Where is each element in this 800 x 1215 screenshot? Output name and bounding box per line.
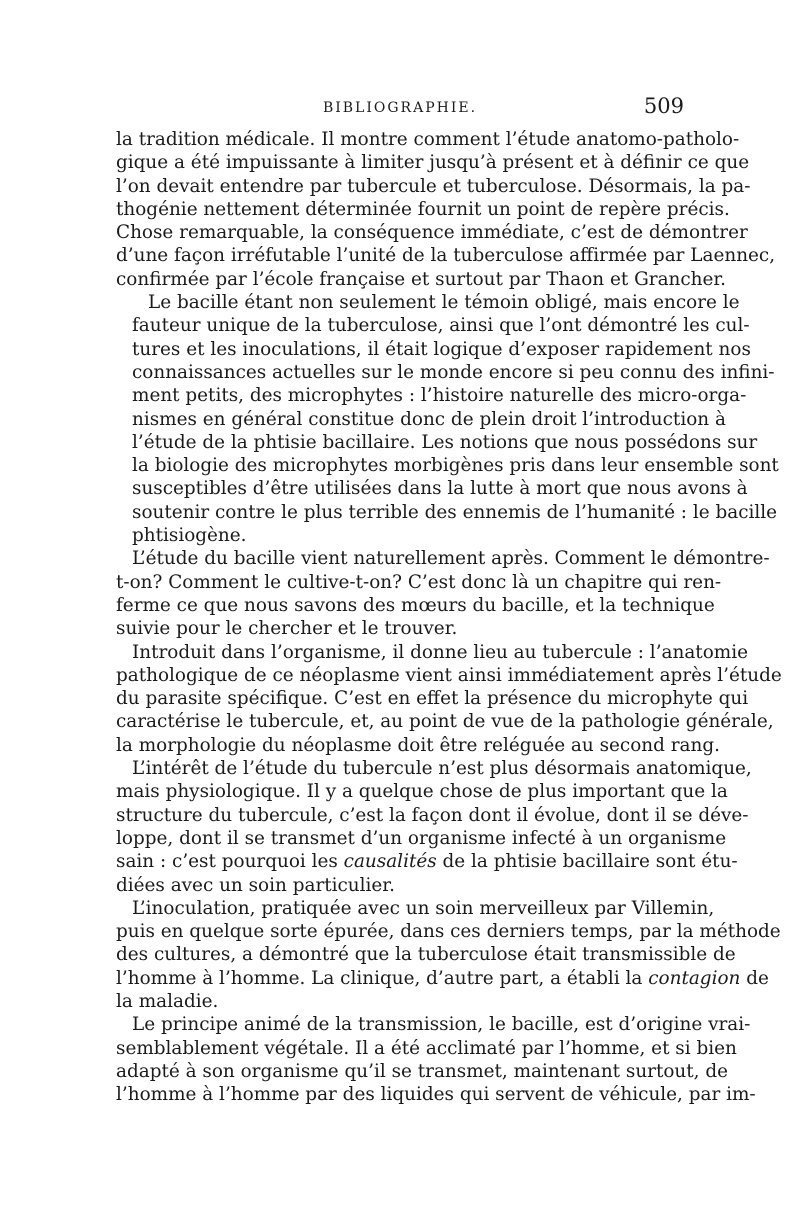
text-run: de la phtisie bacillaire sont étu- — [436, 851, 738, 873]
paragraph-2 — [116, 291, 779, 547]
paragraph-1 — [116, 128, 776, 291]
text-line: structure du tubercule, c’est la façon dont il évolue, dont il se déve- — [116, 804, 749, 826]
text-line — [116, 967, 769, 990]
text-line: soutenir contre le plus terrible des ennemis de l’humanité : le bacille — [132, 501, 778, 523]
text-line: Le principe animé de la transmission, le bacille, est d’origine vrai- — [132, 1014, 751, 1036]
text-line: t-on? Comment le cultive-t-on? C’est donc là un chapitre qui ren- — [116, 571, 722, 593]
text-line: Le bacille étant non seulement le témoin obligé, mais encore le — [148, 292, 740, 314]
text-line: des cultures, a démontré que la tuberculose était transmissible de — [116, 944, 736, 966]
text-line: connaissances actuelles sur le monde encore si peu connu des infini- — [132, 361, 775, 383]
page-number: 509 — [643, 94, 684, 118]
text-line: phtisiogène. — [132, 525, 247, 547]
text-run: sain : c’est pourquoi les — [116, 851, 344, 873]
text-line: ferme ce que nous savons des mœurs du bacille, et la technique — [116, 594, 715, 616]
paragraph-5 — [116, 757, 752, 897]
text-run: l’homme à l’homme. La clinique, d’autre part, a établi la — [116, 967, 649, 989]
text-line: puis en quelque sorte épurée, dans ces derniers temps, par la méthode — [116, 921, 781, 943]
text-line: diées avec un soin particulier. — [116, 874, 395, 896]
text-line: du parasite spécifique. C’est en effet la présence du microphyte qui — [116, 688, 749, 710]
text-line: l’on devait entendre par tubercule et tuberculose. Désormais, la pa- — [116, 175, 751, 197]
text-line: la maladie. — [116, 990, 219, 1012]
paragraph-7 — [116, 1013, 756, 1106]
text-line: thogénie nettement déterminée fournit un point de repère précis. — [116, 198, 730, 220]
text-line: fauteur unique de la tuberculose, ainsi que l’ont démontré les cul- — [132, 315, 750, 337]
text-line: tures et les inoculations, il était logique d’exposer rapidement nos — [132, 338, 751, 360]
body-text — [116, 128, 782, 1106]
text-line: gique a été impuissante à limiter jusqu’à présent et à définir ce que — [116, 152, 750, 174]
text-line: caractérise le tubercule, et, au point de vue de la pathologie générale, — [116, 711, 774, 733]
text-line — [116, 850, 738, 873]
running-title: BIBLIOGRAPHIE. — [322, 100, 478, 116]
text-run: de — [740, 967, 769, 989]
running-head — [116, 94, 684, 124]
text-line: susceptibles d’être utilisées dans la lutte à mort que nous avons à — [132, 478, 748, 500]
text-line: mais physiologique. Il y a quelque chose de plus important que la — [116, 781, 728, 803]
text-line: Chose remarquable, la conséquence immédiate, c’est de démontrer — [116, 222, 748, 244]
text-line: nismes en général constitue donc de plein droit l’introduction à — [132, 408, 726, 430]
paragraph-3 — [116, 547, 770, 640]
text-line: pathologique de ce néoplasme vient ainsi immédiatement après l’étude — [116, 664, 782, 686]
text-line: Introduit dans l’organisme, il donne lieu au tubercule : l’anatomie — [132, 641, 748, 663]
text-line: ment petits, des microphytes : l’histoire naturelle des micro-orga- — [132, 385, 747, 407]
text-line: L’inoculation, pratiquée avec un soin merveilleux par Villemin, — [132, 897, 715, 919]
text-line: la morphologie du néoplasme doit être reléguée au second rang. — [116, 734, 720, 756]
text-line: l’homme à l’homme par des liquides qui servent de véhicule, par im- — [116, 1084, 756, 1106]
text-line: d’une façon irréfutable l’unité de la tuberculose affirmée par Laennec, — [116, 245, 776, 267]
text-line: la tradition médicale. Il montre comment l’étude anatomo-patholo- — [116, 129, 740, 150]
text-line: L’étude du bacille vient naturellement après. Comment le démontre- — [132, 548, 770, 570]
emphasis-causalites: causalités — [343, 851, 437, 873]
text-line: adapté à son organisme qu’il se transmet, maintenant surtout, de — [116, 1060, 729, 1082]
text-line: la biologie des microphytes morbigènes pris dans leur ensemble sont — [132, 455, 779, 477]
text-line: loppe, dont il se transmet d’un organisme infecté à un organisme — [116, 827, 727, 849]
paragraph-6 — [116, 897, 781, 1013]
text-line: semblablement végétale. Il a été acclimaté par l’homme, et si bien — [116, 1037, 737, 1059]
text-line: l’étude de la phtisie bacillaire. Les notions que nous possédons sur — [132, 431, 758, 453]
text-line: suivie pour le chercher et le trouver. — [116, 618, 458, 640]
text-line: L’intérêt de l’étude du tubercule n’est plus désormais anatomique, — [132, 758, 752, 780]
text-line: confirmée par l’école française et surtout par Thaon et Grancher. — [116, 268, 727, 290]
emphasis-contagion: contagion — [648, 967, 741, 989]
paragraph-4 — [116, 641, 782, 757]
